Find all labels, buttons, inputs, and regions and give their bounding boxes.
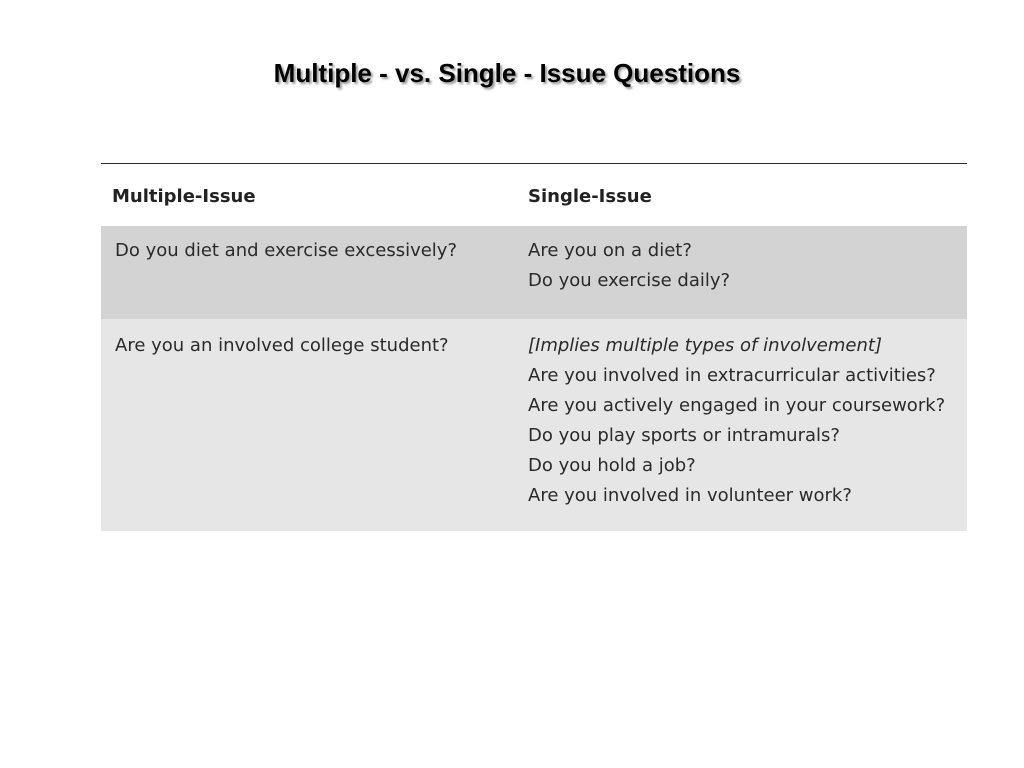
single-issue-cell [518, 226, 967, 319]
table-header-row [101, 164, 967, 226]
multiple-issue-question: Are you an involved college student? [115, 335, 449, 356]
slide-title: Multiple - vs. Single - Issue Questions [273, 58, 741, 88]
single-issue-question: Are you involved in extracurricular activities? [528, 365, 936, 386]
table-row [101, 319, 967, 531]
multiple-issue-cell [101, 226, 518, 319]
single-issue-cell [518, 319, 967, 531]
single-issue-question: Are you involved in volunteer work? [528, 485, 852, 506]
comparison-table [101, 163, 967, 531]
multiple-issue-cell [101, 319, 518, 531]
single-issue-question: Are you actively engaged in your coursework? [528, 395, 946, 416]
header-multiple-issue: Multiple-Issue [112, 186, 256, 207]
header-single-issue: Single-Issue [528, 186, 652, 207]
single-issue-note: [Implies multiple types of involvement] [528, 335, 882, 356]
single-issue-question: Do you play sports or intramurals? [528, 425, 840, 446]
single-issue-question: Do you exercise daily? [528, 270, 731, 291]
single-issue-question: Do you hold a job? [528, 455, 696, 476]
single-issue-question: Are you on a diet? [528, 240, 692, 261]
multiple-issue-question: Do you diet and exercise excessively? [115, 240, 458, 261]
table-row [101, 226, 967, 319]
